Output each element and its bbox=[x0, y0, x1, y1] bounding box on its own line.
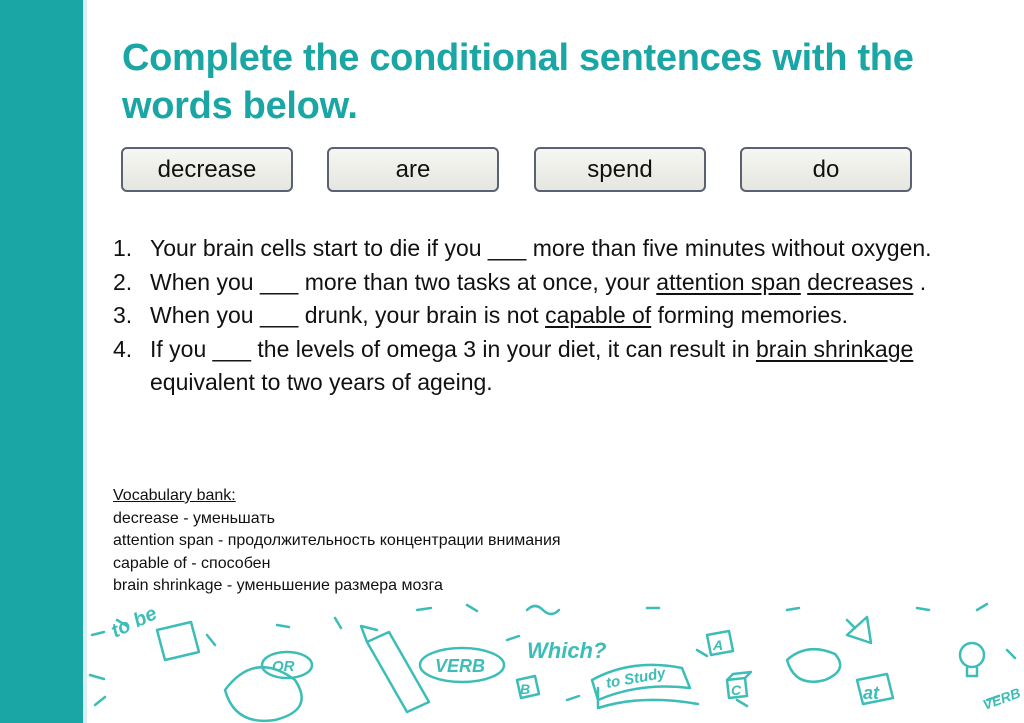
sentence-item bbox=[113, 299, 1003, 333]
doodle-text: at bbox=[863, 683, 880, 703]
word-option-do: do bbox=[740, 147, 912, 192]
doodle-text: C bbox=[731, 682, 742, 698]
sentence-number: 4. bbox=[113, 335, 133, 362]
sentence-number: 1. bbox=[113, 235, 133, 261]
sentence-item bbox=[113, 232, 1003, 266]
doodle-text: to Study bbox=[604, 664, 667, 692]
sentence-text: Your brain cells start to die if you ___ more than five minutes without oxygen. bbox=[150, 235, 932, 261]
doodle-illustration bbox=[87, 580, 1024, 723]
sentence-text: When you ___ more than two tasks at once, your bbox=[150, 268, 657, 295]
word-option-decrease: decrease bbox=[121, 147, 293, 192]
sentence-number: 3. bbox=[113, 302, 133, 329]
page-title: Complete the conditional sentences with the words below. bbox=[122, 37, 914, 127]
sentence-text: equivalent to two years of ageing. bbox=[150, 369, 493, 396]
vocabulary-heading: Vocabulary bank: bbox=[113, 487, 236, 504]
vocab-term: capable of bbox=[545, 302, 652, 329]
sentence-text: If you ___ the levels of omega 3 in your diet, it can result in bbox=[150, 335, 757, 362]
doodle-text: VERB bbox=[980, 684, 1023, 713]
vocab-term: brain shrinkage bbox=[756, 335, 914, 362]
doodle-text: Which? bbox=[527, 638, 607, 663]
doodle-text: to be bbox=[107, 602, 161, 643]
word-option-spend: spend bbox=[534, 147, 706, 192]
doodle-text: B bbox=[520, 681, 531, 697]
doodle-text: VERB bbox=[435, 656, 486, 676]
doodle-text: OR bbox=[272, 658, 295, 675]
vocabulary-entry: brain shrinkage - уменьшение размера мозга bbox=[113, 577, 443, 594]
doodle-text: A bbox=[713, 637, 724, 653]
vocabulary-entry: attention span - продолжительность концентрации внимания bbox=[113, 532, 561, 549]
sentence-number: 2. bbox=[113, 268, 133, 295]
sentence-item bbox=[113, 266, 1003, 300]
vocabulary-entry: decrease - уменьшать bbox=[113, 509, 275, 527]
vocab-term: attention span bbox=[656, 268, 801, 295]
left-accent-bar bbox=[0, 0, 83, 723]
sentence-item bbox=[113, 333, 1003, 400]
sentence-text: forming memories. bbox=[651, 302, 849, 329]
vocab-term: decreases bbox=[807, 268, 914, 295]
sentence-text: . bbox=[913, 268, 927, 295]
word-option-are: are bbox=[327, 147, 499, 192]
vocabulary-entry: capable of - способен bbox=[113, 554, 271, 572]
sentence-text: When you ___ drunk, your brain is not bbox=[150, 302, 546, 329]
sentence-list bbox=[113, 232, 1003, 400]
